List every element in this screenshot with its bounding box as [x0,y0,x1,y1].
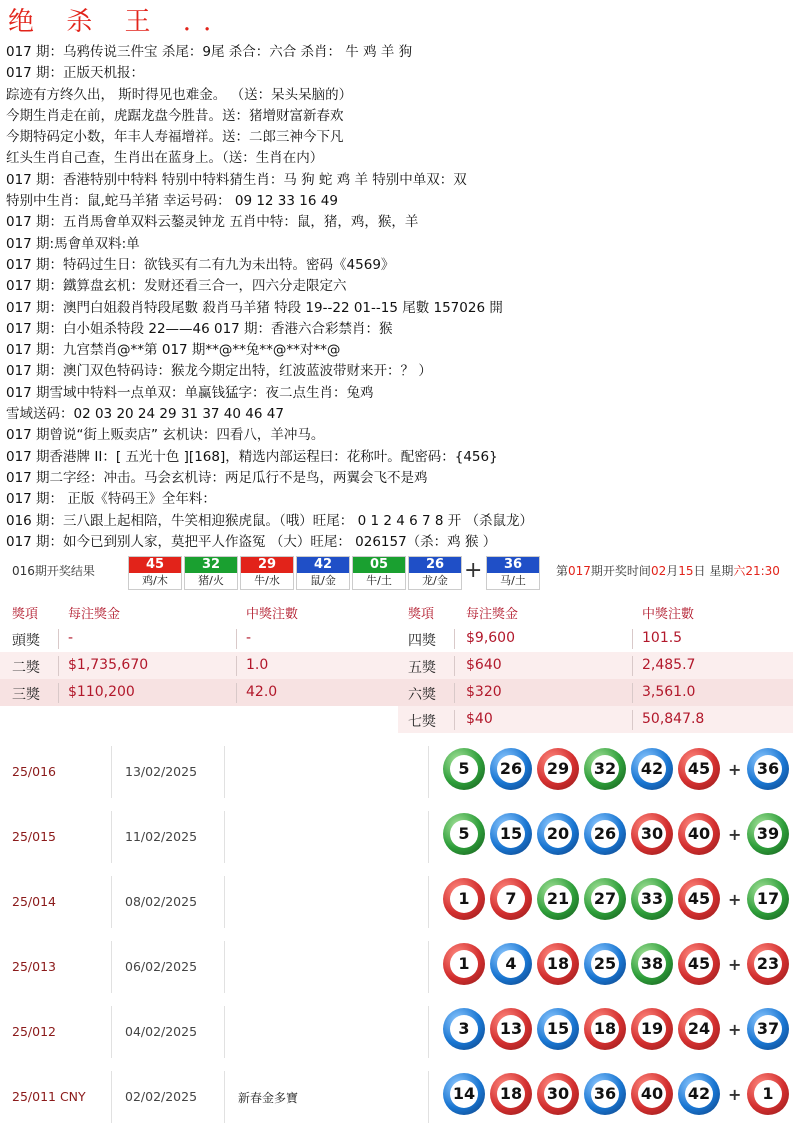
draw-date: 11/02/2025 [125,829,198,844]
ball-number: 15 [544,1015,572,1043]
strip-ball-number: 42 [297,557,349,573]
history-row [0,805,793,869]
prize-right-cells [398,706,793,733]
ball-number: 15 [497,820,525,848]
prediction-line: 016 期：三八跟上起相陪，牛笑相迎猴虎鼠。（哦）旺尾： 0 1 2 4 6 7 8 开 （杀鼠龙） [6,512,534,529]
ball-number: 13 [497,1015,525,1043]
history-row [0,870,793,934]
cell-divider [632,629,633,649]
cell-divider [454,656,455,676]
strip-ball-zodiac: 牛/土 [366,574,392,587]
prize-right-cells [398,652,793,679]
special-ball [747,813,789,855]
prize-table [0,597,793,734]
special-ball [747,878,789,920]
prediction-line: 017 期香港牌 II：[ 五光十色 ][168]，精选内部运程曰：花称叶。配密码：{456} [6,448,498,465]
ball-number: 45 [685,950,713,978]
cell-divider [236,629,237,649]
cell-divider [632,710,633,730]
strip-plus: + [464,558,483,583]
ball-number: 40 [685,820,713,848]
strip-ball-number: 32 [185,557,237,573]
prediction-line: 017 期：如今已到别人家，莫把平人作盗冤 （大）旺尾： 026157（杀：鸡 猴 ） [6,533,497,550]
strip-ball-zodiac: 龙/金 [422,574,448,587]
cell-divider [428,746,429,798]
special-ball-number: 39 [754,820,782,848]
ball-number: 26 [497,755,525,783]
lottery-ball [490,1073,532,1115]
cell-divider [632,656,633,676]
cell-divider [236,683,237,703]
ball-number: 36 [591,1080,619,1108]
draw-period: 25/016 [12,764,56,779]
header-prize: 獎項 [12,607,39,622]
lottery-ball [537,748,579,790]
cell-divider [111,746,112,798]
ball-number: 30 [544,1080,572,1108]
lottery-ball [490,878,532,920]
prediction-line: 今期生肖走在前，虎踞龙盘今胜昔。送：猪增财富新春欢 [6,107,344,124]
lottery-ball [584,748,626,790]
strip-ball [184,556,238,590]
prize-amount: $40 [466,711,493,727]
prediction-line: 踪迹有方终久出， 斯时得见也难金。 （送：呆头呆脑的） [6,86,353,103]
lottery-ball [443,1008,485,1050]
cell-divider [224,811,225,863]
special-ball-number: 1 [754,1080,782,1108]
prize-table-header [0,597,793,626]
ball-number: 32 [591,755,619,783]
lottery-ball [631,813,673,855]
prediction-line: 特别中生肖：鼠,蛇马羊猪 幸运号码： 09 12 33 16 49 [6,193,338,210]
lottery-ball [443,748,485,790]
lottery-ball [584,943,626,985]
cell-divider [236,656,237,676]
strip-ball-number: 45 [129,557,181,573]
prize-right-cells [398,679,793,706]
lottery-ball [443,813,485,855]
prediction-line: 017 期雪域中特料一点单双：单赢钱猛字：夜二点生肖：兔鸡 [6,384,374,401]
cell-divider [428,941,429,993]
ball-number: 27 [591,885,619,913]
ball-number: 29 [544,755,572,783]
ball-number: 5 [450,820,478,848]
history-row [0,740,793,804]
strip-ball [296,556,350,590]
ball-number: 18 [497,1080,525,1108]
special-ball [747,1073,789,1115]
ball-number: 20 [544,820,572,848]
plus-sign: + [728,1085,742,1104]
lottery-ball [678,748,720,790]
prize-count: - [246,630,252,646]
ball-number: 5 [450,755,478,783]
lottery-ball [631,1008,673,1050]
draw-period: 25/013 [12,959,56,974]
ball-number: 24 [685,1015,713,1043]
plus-sign: + [728,890,742,909]
cell-divider [428,811,429,863]
cell-divider [111,811,112,863]
strip-ball [128,556,182,590]
strip-ball-zodiac: 鼠/金 [310,574,336,587]
prize-count: 3,561.0 [642,684,696,700]
prediction-line: 红头生肖自己查，生肖出在蓝身上。（送：生肖在内） [6,150,324,167]
lottery-ball [490,943,532,985]
prize-label: 頭獎 [12,633,40,649]
lottery-ball [537,813,579,855]
cell-divider [632,683,633,703]
ball-number: 42 [685,1080,713,1108]
prize-count: 50,847.8 [642,711,705,727]
draw-date: 02/02/2025 [125,1089,198,1104]
draw-period: 25/015 [12,829,56,844]
lottery-ball [678,813,720,855]
prize-count: 2,485.7 [642,657,696,673]
prediction-line: 017 期：香港特别中特料 特别中特料猜生肖：马 狗 蛇 鸡 羊 特别中单双：双 [6,171,467,188]
strip-ball-zodiac: 牛/水 [254,574,280,587]
lottery-ball [584,1073,626,1115]
prize-label: 七獎 [408,714,436,730]
prediction-line: 今期特码定小数，年丰人寿福增祥。送：二郎三神今下凡 [6,129,344,146]
lottery-ball [678,1073,720,1115]
strip-ball [408,556,462,590]
prize-label: 三獎 [12,687,40,703]
prize-left-cells [0,706,398,733]
lottery-ball [443,1073,485,1115]
lottery-ball [678,943,720,985]
prize-amount: $9,600 [466,630,515,646]
plus-sign: + [728,1020,742,1039]
lottery-ball [631,748,673,790]
cell-divider [111,876,112,928]
draw-date: 06/02/2025 [125,959,198,974]
prediction-line: 017 期：澳門白姐殺肖特段尾數 殺肖马羊猪 特段 19--22 01--15 尾數 157026 開 [6,299,503,316]
special-ball [747,943,789,985]
ball-number: 42 [638,755,666,783]
lottery-ball [584,1008,626,1050]
ball-number: 14 [450,1080,478,1108]
cell-divider [58,656,59,676]
lottery-ball [537,878,579,920]
ball-number: 19 [638,1015,666,1043]
prize-left-cells [0,625,398,652]
prediction-line: 017 期：特码过生日：欲钱买有二有九为未出特。密码《4569》 [6,256,395,273]
cell-divider [454,683,455,703]
history-row [0,1065,793,1129]
strip-ball-number: 29 [241,557,293,573]
history-row [0,935,793,999]
lottery-ball [631,1073,673,1115]
special-ball [747,748,789,790]
special-ball-number: 36 [754,755,782,783]
lottery-ball [443,878,485,920]
plus-sign: + [728,825,742,844]
ball-number: 3 [450,1015,478,1043]
ball-number: 21 [544,885,572,913]
prediction-line: 017 期：澳门双色特码诗：猴龙今期定出特，红波蓝波带财来开：？ ） [6,363,432,380]
lottery-ball [443,943,485,985]
draw-note: 新春金多寶 [238,1091,299,1105]
draw-period: 25/014 [12,894,56,909]
next-draw-info: 第017期开奖时间02月15日 星期六21:30 [556,564,780,578]
strip-ball [352,556,406,590]
header-amount: 每注獎金 [68,607,121,622]
history-row [0,1000,793,1064]
prize-row [0,652,793,679]
prediction-line: 017 期：九宫禁肖@**第 017 期**@**兔**@**对**@ [6,342,341,359]
header-amount-right: 每注獎金 [466,607,519,622]
strip-ball-number: 05 [353,557,405,573]
special-ball-number: 37 [754,1015,782,1043]
strip-ball-zodiac: 鸡/木 [142,574,168,587]
lottery-ball [490,813,532,855]
prize-right-cells [398,625,793,652]
special-ball-number: 23 [754,950,782,978]
prediction-line: 017 期： 正版《特码王》全年料： [6,491,216,508]
draw-date: 08/02/2025 [125,894,198,909]
ball-number: 1 [450,885,478,913]
prize-amount: $320 [466,684,502,700]
draw-date: 04/02/2025 [125,1024,198,1039]
plus-sign: + [728,760,742,779]
prediction-line: 017 期：正版天机报： [6,65,145,82]
ball-number: 26 [591,820,619,848]
special-ball [747,1008,789,1050]
ball-number: 4 [497,950,525,978]
prediction-line: 017 期：乌鸦传说三件宝 杀尾：9尾 杀合：六合 杀肖： 牛 鸡 羊 狗 [6,44,413,60]
prediction-lines [6,42,793,553]
ball-number: 7 [497,885,525,913]
plus-sign: + [728,955,742,974]
prize-label: 四獎 [408,633,436,649]
lottery-ball [490,748,532,790]
strip-ball [486,556,540,590]
ball-number: 33 [638,885,666,913]
lottery-ball [678,1008,720,1050]
ball-number: 40 [638,1080,666,1108]
cell-divider [224,1006,225,1058]
cell-divider [428,1006,429,1058]
lottery-ball [537,1008,579,1050]
cell-divider [111,941,112,993]
prize-amount: $640 [466,657,502,673]
prize-left-cells [0,652,398,679]
lottery-ball [631,943,673,985]
strip-ball-number: 26 [409,557,461,573]
previous-result-strip [8,554,793,590]
lottery-ball [537,1073,579,1115]
draw-period: 25/012 [12,1024,56,1039]
strip-ball-zodiac: 猪/火 [198,574,224,587]
cell-divider [454,629,455,649]
page-title: 绝 杀 王 .. [8,7,224,37]
lottery-ball [678,878,720,920]
ball-number: 45 [685,755,713,783]
prize-label: 二獎 [12,660,40,676]
special-ball-number: 17 [754,885,782,913]
prize-row [0,679,793,706]
lottery-ball [584,813,626,855]
prize-amount: $110,200 [68,684,135,700]
prediction-line: 017 期：白小姐杀特段 22——46 017 期：香港六合彩禁肖：猴 [6,320,393,337]
lottery-ball [537,943,579,985]
lottery-ball [631,878,673,920]
cell-divider [58,683,59,703]
draw-period: 25/011 CNY [12,1089,86,1104]
ball-number: 1 [450,950,478,978]
cell-divider [428,876,429,928]
cell-divider [428,1071,429,1123]
prize-count: 1.0 [246,657,269,673]
header-count: 中獎注數 [246,607,299,622]
cell-divider [454,710,455,730]
cell-divider [224,1071,225,1123]
ball-number: 18 [544,950,572,978]
prediction-line: 017 期二字经：冲击。马会玄机诗：两足瓜行不是鸟，两翼会飞不是鸡 [6,469,428,486]
prize-label: 六獎 [408,687,436,703]
prediction-line: 017 期:馬會单双料:单 [6,235,140,252]
header-prize-right: 獎項 [408,607,435,622]
strip-ball-number: 36 [487,557,539,573]
cell-divider [224,746,225,798]
prediction-line: 雪域送码：02 03 20 24 29 31 37 40 46 47 [6,406,284,423]
prize-label: 五獎 [408,660,436,676]
prediction-line: 017 期：鐵算盘玄机：发财还看三合一，四六分走限定六 [6,278,347,295]
cell-divider [224,941,225,993]
strip-label: 016期开奖结果 [12,564,95,578]
cell-divider [111,1006,112,1058]
lottery-ball [584,878,626,920]
prize-count: 42.0 [246,684,278,700]
cell-divider [224,876,225,928]
prediction-line: 017 期：五肖馬會单双料云鏊灵钟龙 五肖中特：鼠，猪，鸡，猴，羊 [6,214,419,231]
ball-number: 45 [685,885,713,913]
prize-row [0,706,793,733]
prediction-line: 017 期曾说“街上贩卖店” 玄机诀：四看八，羊冲马。 [6,427,325,444]
ball-number: 25 [591,950,619,978]
prize-count: 101.5 [642,630,683,646]
draw-date: 13/02/2025 [125,764,198,779]
prize-row [0,625,793,652]
prize-amount: $1,735,670 [68,657,149,673]
prize-amount: - [68,630,74,646]
header-count-right: 中獎注數 [642,607,695,622]
cell-divider [58,629,59,649]
lottery-ball [490,1008,532,1050]
cell-divider [111,1071,112,1123]
ball-number: 38 [638,950,666,978]
ball-number: 30 [638,820,666,848]
strip-ball [240,556,294,590]
strip-ball-zodiac: 马/土 [500,574,526,587]
ball-number: 18 [591,1015,619,1043]
prize-left-cells [0,679,398,706]
